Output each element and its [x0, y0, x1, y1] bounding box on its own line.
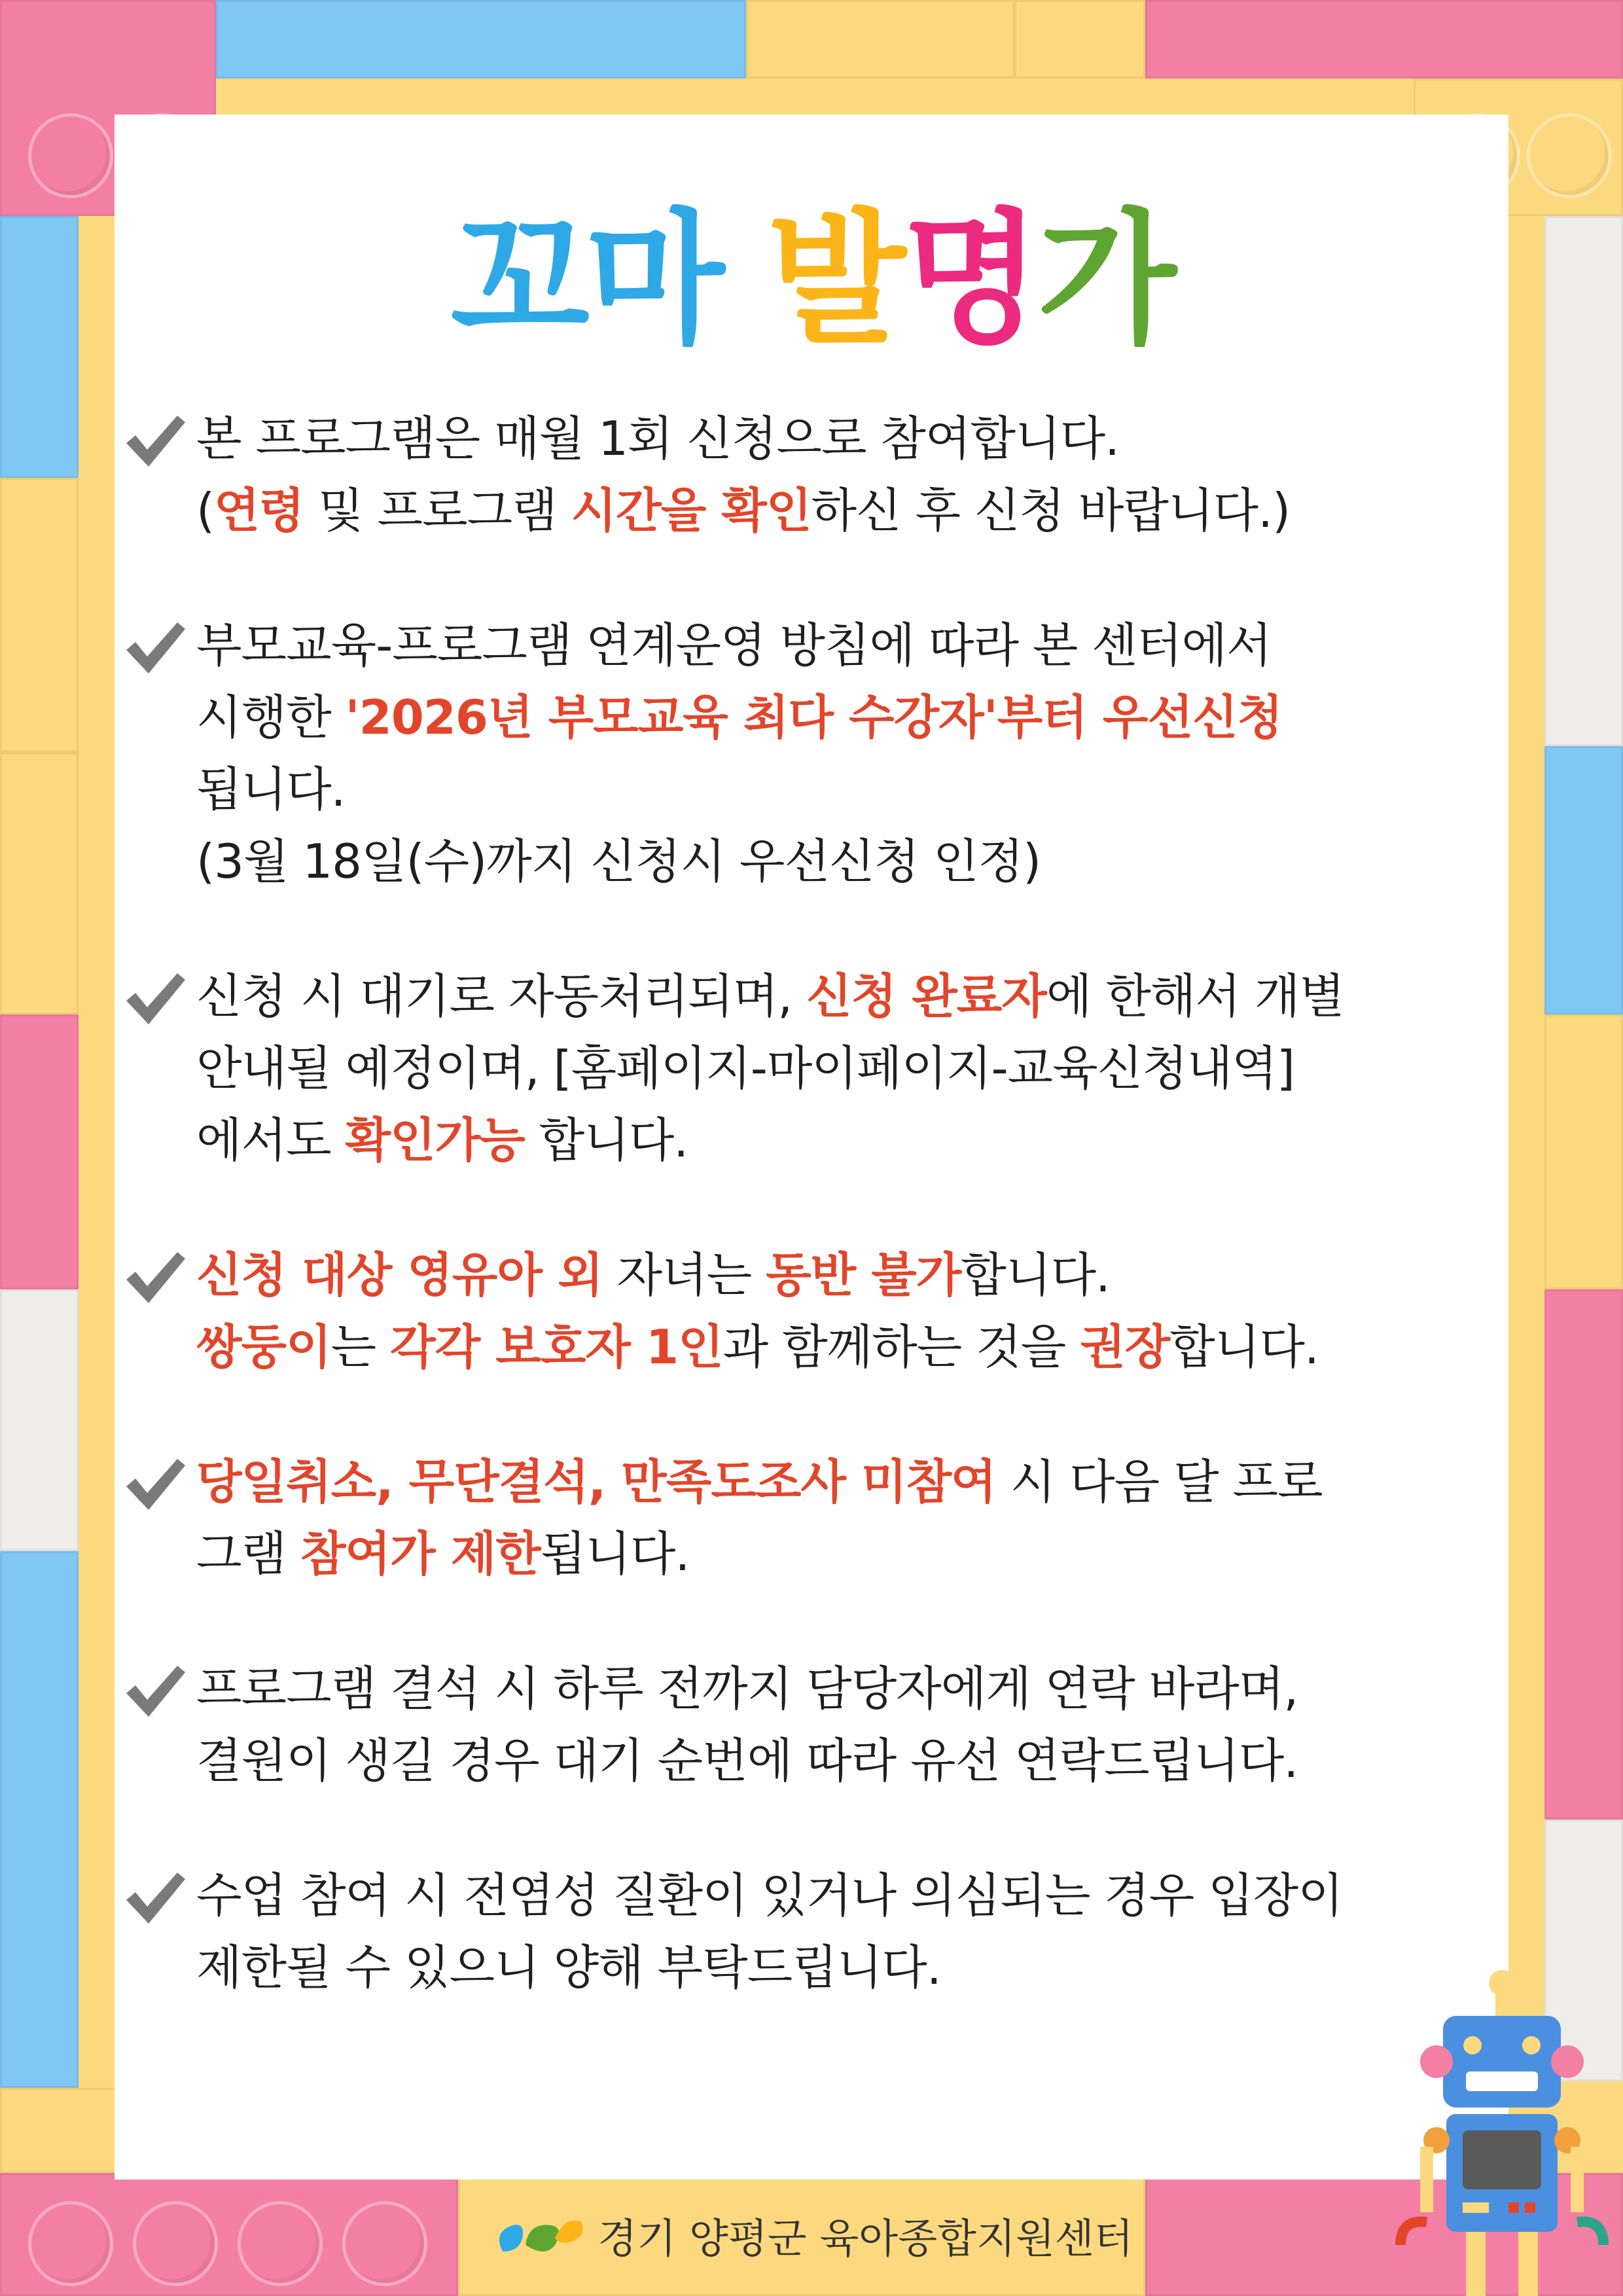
notice-line [196, 1725, 1515, 1797]
lego-brick [746, 0, 1014, 79]
lego-brick [1544, 1289, 1623, 1820]
lego-brick [1544, 1014, 1623, 1289]
notice-item [121, 1653, 1515, 1797]
notice-text: 시행한 [196, 690, 346, 745]
highlighted-text: 참여가 제한 [300, 1526, 541, 1581]
checkmark-icon [121, 409, 187, 475]
notice-text: 합니다. [1169, 1319, 1319, 1374]
title-part: 명 [902, 196, 1038, 363]
notice-text: 결원이 생길 경우 대기 순번에 따라 유선 연락드립니다. [196, 1733, 1298, 1788]
title-part: 가 [1037, 196, 1173, 363]
highlighted-text: 동반 불가 [766, 1247, 961, 1302]
highlighted-text: 쌍둥이 [196, 1319, 331, 1374]
notice-text: 합니다. [961, 1247, 1110, 1302]
notice-text: 그램 [196, 1526, 300, 1581]
notice-line [196, 403, 1515, 475]
lego-brick [0, 1289, 79, 1551]
page-title [0, 164, 1623, 370]
notice-item [121, 960, 1515, 1176]
notice-item [121, 609, 1515, 897]
notice-text: 과 함께하는 것을 [722, 1319, 1080, 1374]
notice-text: 제한될 수 있으니 양해 부탁드립니다. [196, 1940, 941, 1995]
notice-text: 자녀는 [602, 1247, 766, 1302]
notice-list [121, 403, 1515, 2066]
lego-brick [0, 753, 79, 1014]
notice-line [196, 1311, 1515, 1383]
notice-line [196, 475, 1515, 547]
lego-brick [216, 0, 746, 79]
highlighted-text: 연령 [214, 483, 304, 538]
notice-text: 수업 참여 시 전염성 질환이 있거나 의심되는 경우 입장이 [196, 1868, 1343, 1923]
notice-text: 합니다. [524, 1113, 688, 1168]
notice-line [196, 609, 1515, 681]
highlighted-text: '2026년 부모교육 최다 수강자'부터 우선신청 [345, 690, 1283, 745]
notice-line [196, 1239, 1515, 1311]
lego-brick [0, 478, 79, 753]
notice-line [196, 960, 1515, 1032]
notice-text: 됩니다. [540, 1526, 690, 1581]
notice-text: ( [196, 483, 215, 538]
notice-item [121, 1859, 1515, 2003]
notice-line [196, 1032, 1515, 1104]
notice-text: 안내될 예정이며, [홈페이지-마이페이지-교육신청내역] [196, 1041, 1294, 1096]
checkmark-icon [121, 616, 187, 681]
notice-line [196, 1653, 1515, 1725]
title-part: 발 [767, 196, 902, 363]
highlighted-text: 신청 대상 영유아 외 [196, 1247, 603, 1302]
notice-text: 됩니다. [196, 762, 346, 817]
center-logo-icon [490, 2206, 588, 2265]
notice-text: 부모교육-프로그램 연계운영 방침에 따라 본 센터에서 [196, 618, 1272, 673]
highlighted-text: 신청 완료자 [806, 969, 1046, 1024]
notice-line [196, 1104, 1515, 1176]
notice-text: 에서도 [196, 1113, 346, 1168]
notice-text: 시 다음 달 프로 [995, 1454, 1323, 1509]
lego-brick [1014, 0, 1145, 79]
notice-line [196, 825, 1515, 897]
lego-brick [1145, 0, 1623, 79]
checkmark-icon [121, 1452, 187, 1518]
title-part: 꼬마 [450, 196, 768, 363]
highlighted-text: 권장 [1080, 1319, 1170, 1374]
notice-text: 는 [330, 1319, 391, 1374]
notice-line [196, 1931, 1515, 2003]
footer [0, 2206, 1623, 2265]
notice-line [196, 753, 1515, 825]
notice-line [196, 1446, 1515, 1518]
lego-brick [0, 1551, 79, 2088]
notice-item [121, 1239, 1515, 1383]
lego-brick [1544, 746, 1623, 1014]
checkmark-icon [121, 1246, 187, 1311]
notice-item [121, 1446, 1515, 1590]
checkmark-icon [121, 967, 187, 1032]
robot-icon [1381, 1964, 1623, 2296]
notice-text: 하신 후 신청 바랍니다.) [811, 483, 1291, 538]
notice-item [121, 403, 1515, 547]
notice-text: 및 프로그램 [304, 483, 571, 538]
notice-text: 신청 시 대기로 자동처리되며, [196, 969, 807, 1024]
highlighted-text: 확인가능 [345, 1113, 525, 1168]
notice-text: 본 프로그램은 매월 1회 신청으로 참여합니다. [196, 411, 1120, 466]
checkmark-icon [121, 1659, 187, 1725]
notice-text: 프로그램 결석 시 하루 전까지 담당자에게 연락 바라며, [196, 1661, 1298, 1716]
notice-line [196, 1518, 1515, 1590]
highlighted-text: 각각 보호자 1인 [390, 1319, 723, 1374]
notice-line [196, 1859, 1515, 1931]
highlighted-text: 시간을 확인 [571, 483, 812, 538]
notice-text: (3월 18일(수)까지 신청시 우선신청 인정) [196, 834, 1041, 889]
notice-line [196, 681, 1515, 753]
lego-brick [0, 1014, 79, 1289]
notice-text: 에 한해서 개별 [1046, 969, 1344, 1024]
highlighted-text: 당일취소, 무단결석, 만족도조사 미참여 [196, 1454, 996, 1509]
organization-name: 경기 양평군 육아종합지원센터 [597, 2214, 1133, 2263]
checkmark-icon [121, 1866, 187, 1931]
